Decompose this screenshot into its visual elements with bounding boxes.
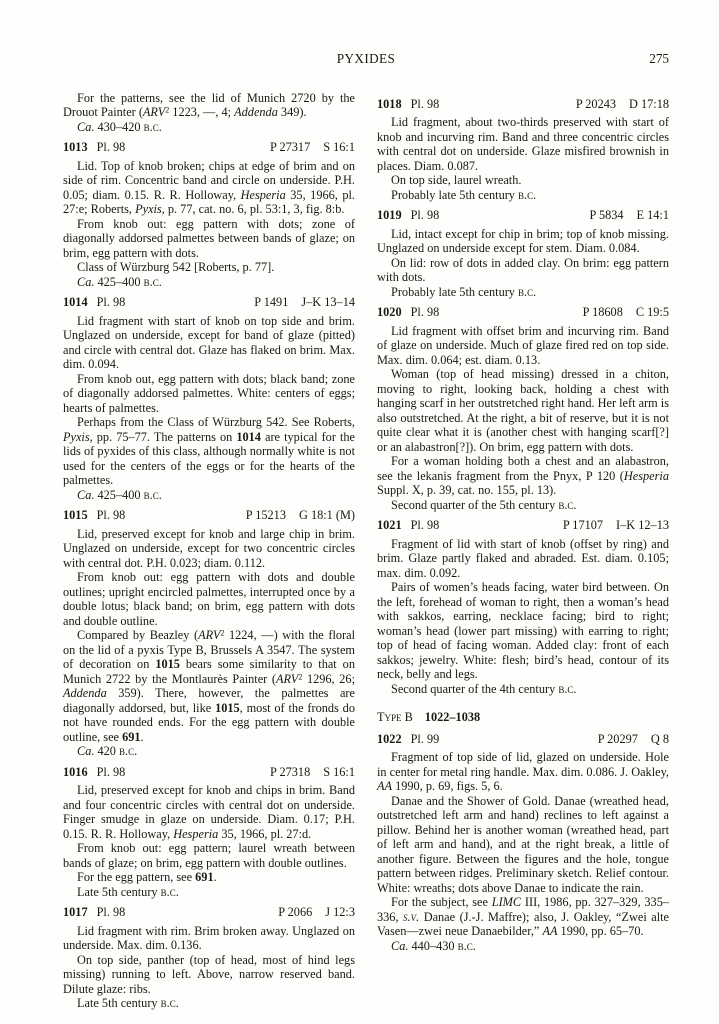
- entry-header-left: [377, 518, 439, 533]
- paragraph: On top side, panther (top of head, most of hind legs missing) running to left. Above, narrow reserved band. Dilute glaze: ribs.: [63, 952, 355, 996]
- paragraph: Fragment of top side of lid, glazed on underside. Hole in center for metal ring handle. Max. dim. 0.086. J. Oakley, AA 1990, p. 69, figs. 5, 6.: [377, 750, 669, 793]
- paragraph: Second quarter of the 4th century b.c.: [391, 681, 577, 696]
- paragraph: Ca. 420 b.c.: [77, 744, 138, 758]
- entry-number: 1014: [63, 295, 88, 309]
- entry-header: [63, 295, 355, 310]
- entry-header: [63, 140, 355, 155]
- section-heading: [377, 710, 669, 725]
- entry-grid-reference: D 17:18: [629, 96, 669, 111]
- entry-plate: Pl. 99: [410, 731, 440, 746]
- entry-header-right: [563, 518, 669, 533]
- entry-number: 1022: [377, 731, 402, 746]
- entry-number: 1021: [377, 518, 402, 532]
- paragraph: For the subject, see LIMC III, 1986, pp. 327–329, 335–336, s.v. Danae (J.-J. Maffre); also, J. Oakley, “Zwei alte Vasen—zwei neue Danaebilder,” AA 1990, pp. 65–70.: [377, 895, 669, 938]
- entry-inventory-number: P 20243: [575, 96, 617, 111]
- paragraph: Probably late 5th century b.c.: [391, 187, 537, 202]
- entry-number: 1020: [377, 305, 402, 319]
- entry-number: 1019: [377, 208, 402, 222]
- paragraph: Fragment of lid with start of knob (offset by ring) and brim. Glaze partly flaked and abraded. Est. diam. 0.105; max. dim. 0.092.: [377, 536, 669, 580]
- entry-header-right: [270, 765, 355, 780]
- entry-grid-reference: G 18:1 (M): [298, 508, 355, 522]
- paragraph: Ca. 425–400 b.c.: [77, 274, 162, 289]
- paragraph: Lid fragment with offset brim and incurving rim. Band of glaze on underside. Much of glaze fired red on top side. Max. dim. 0.064; est. diam. 0.13.: [377, 323, 669, 367]
- entry-plate: Pl. 98: [96, 508, 126, 522]
- entry-header-left: [377, 732, 439, 747]
- entry-grid-reference: S 16:1: [323, 764, 355, 779]
- entry-plate: Pl. 98: [96, 140, 126, 154]
- entry-header-left: [63, 140, 125, 155]
- entry-header: [63, 765, 355, 780]
- paragraph: From knob out, egg pattern with dots; black band; zone of diagonally addorsed palmettes. White: centers of eggs; hearts of palmettes.: [63, 371, 355, 415]
- entry-header-right: [254, 295, 355, 310]
- paragraph: From knob out: egg pattern; laurel wreath between bands of glaze; on brim, egg pattern with double outlines.: [63, 841, 355, 870]
- entry-plate: Pl. 98: [96, 764, 126, 779]
- entry-header-right: [576, 97, 669, 112]
- entry-header-right: [598, 732, 669, 747]
- section-range: 1022–1038: [424, 710, 481, 724]
- entry-header-right: [583, 305, 669, 320]
- paragraph: Danae and the Shower of Gold. Danae (wreathed head, outstretched left arm and hand) reclines to left against a pillow. Behind her is another woman (wreathed head, part of left arm and hand), and at the right break, a little of another figure. Between the figures and the hole, tongue pattern between ridges. Preliminary sketch. Relief contour. White: wreaths; dots above Danae to indicate the rain.: [377, 793, 669, 895]
- paragraph: Probably late 5th century b.c.: [391, 284, 537, 299]
- paragraph: For the patterns, see the lid of Munich 2720 by the Drouot Painter (ARV$^2$ 1223, —, 4; Addenda 349).: [63, 90, 355, 119]
- entry-header-right: [246, 508, 355, 523]
- entry-number: 1016: [63, 764, 88, 779]
- paragraph: On lid: row of dots in added clay. On brim: egg pattern with dots.: [377, 255, 669, 284]
- paragraph: Second quarter of the 5th century b.c.: [391, 497, 577, 512]
- entry-grid-reference: Q 8: [650, 731, 669, 746]
- paragraph: Lid fragment with rim. Brim broken away. Unglazed on underside. Max. dim. 0.136.: [63, 923, 355, 952]
- section-label: Type B: [377, 710, 413, 724]
- entry-plate: Pl. 98: [410, 208, 440, 222]
- paragraph: For the egg pattern, see 691.: [77, 870, 217, 884]
- entry-grid-reference: J–K 13–14: [301, 295, 355, 309]
- entry-number: 1015: [63, 508, 88, 522]
- entry-header: [377, 208, 669, 223]
- entry-inventory-number: P 18608: [582, 305, 623, 319]
- paragraph: Woman (top of head missing) dressed in a chiton, moving to right, looking back, holding a chest with hanging scarf in her outstretched right hand. Her left arm is also outstretched. At the right, a bit of reserve, but it is not quite clear what it is (another chest with hanging scarf[?] or an alabastron[?]). On brim, egg pattern with dots.: [377, 367, 669, 454]
- paragraph: Pairs of women’s heads facing, water bird between. On the left, forehead of woman to right, then a woman’s head with sakkos, earring, necklace facing; bird to right; woman’s head (lower part missing) with earring to right; top of head of facing woman. Added clay: front of each sakkos; jewelry. White: flesh; bird’s head, contour of its neck, belly and legs.: [377, 580, 669, 681]
- entry-header: [63, 905, 355, 920]
- entry-inventory-number: P 27318: [270, 764, 311, 779]
- entry-header-right: [270, 140, 355, 155]
- paragraph: For a woman holding both a chest and an alabastron, see the lekanis fragment from the Pnyx, P 120 (Hesperia Suppl. X, p. 39, cat. no. 155, pl. 13).: [377, 454, 669, 497]
- entry-inventory-number: P 1491: [254, 295, 289, 309]
- entry-header: [377, 732, 669, 747]
- page-number: 275: [649, 51, 669, 66]
- paragraph: Ca. 430–420 b.c.: [77, 119, 162, 134]
- entry-plate: Pl. 98: [96, 905, 126, 919]
- entry-header: [377, 305, 669, 320]
- entry-inventory-number: P 17107: [562, 518, 604, 532]
- entry-header-left: [63, 295, 125, 310]
- paragraph: Lid fragment with start of knob on top side and brim. Unglazed on underside, except for band of glaze (pitted) and circle with central dot. Glaze has flaked on brim. Max. dim. 0.094.: [63, 313, 355, 371]
- entry-header-right: [589, 208, 669, 223]
- entry-inventory-number: P 15213: [245, 508, 286, 522]
- entry-plate: Pl. 98: [410, 96, 440, 111]
- entry-header-left: [63, 765, 125, 780]
- entry-grid-reference: S 16:1: [323, 140, 355, 154]
- paragraph: Ca. 440–430 b.c.: [391, 938, 476, 953]
- paragraph: Lid fragment, about two-thirds preserved with start of knob and incurving rim. Band and three concentric circles with central dot on underside. Glaze misfired brownish in places. Diam. 0.087.: [377, 115, 669, 173]
- entry-plate: Pl. 98: [410, 518, 440, 532]
- entry-header-left: [377, 305, 439, 320]
- entry-number: 1017: [63, 905, 88, 919]
- entry-grid-reference: E 14:1: [636, 208, 669, 222]
- entry-header: [377, 518, 669, 533]
- running-head-title: PYXIDES: [336, 51, 396, 66]
- entry-inventory-number: P 20297: [597, 731, 638, 746]
- paragraph: Lid, intact except for chip in brim; top of knob missing. Unglazed on underside except for stem. Diam. 0.084.: [377, 226, 669, 255]
- paragraph: Lid, preserved except for knob and chips in brim. Band and four concentric circles with central dot on underside. Finger smudge in glaze on underside. Diam. 0.17; P.H. 0.15. R. R. Holloway, Hesperia 35, 1966, pl. 27:d.: [63, 783, 355, 841]
- entry-header-right: [278, 905, 355, 920]
- entry-plate: Pl. 98: [96, 295, 126, 309]
- entry-header-left: [63, 905, 125, 920]
- entry-inventory-number: P 5834: [589, 208, 624, 222]
- paragraph: Perhaps from the Class of Würzburg 542. See Roberts, Pyxis, pp. 75–77. The patterns on 1014 are typical for the lids of pyxides of this class, although normally white is not used for the centers of the eggs or for the hearts of the palmettes.: [63, 415, 356, 487]
- entry-header: [63, 508, 355, 523]
- entry-plate: Pl. 98: [410, 305, 440, 319]
- entry-grid-reference: J 12:3: [325, 905, 355, 919]
- paragraph: From knob out: egg pattern with dots and double outlines; upright encircled palmettes, interrupted once by a double lotus; black band; on brim, egg pattern with dots and double outline.: [63, 570, 355, 628]
- entry-header: [377, 97, 669, 112]
- paragraph: Lid, preserved except for knob and large chip in brim. Unglazed on underside, except for two concentric circles with central dot. P.H. 0.023; diam. 0.112.: [63, 526, 355, 570]
- entry-header-left: [377, 208, 439, 223]
- page-header: [63, 52, 669, 67]
- paragraph: From knob out: egg pattern with dots; zone of diagonally addorsed palmettes between bands of glaze; on brim, egg pattern with dots.: [63, 216, 355, 260]
- entry-number: 1013: [63, 140, 88, 154]
- entry-header-left: [377, 97, 439, 112]
- paragraph: Late 5th century b.c.: [77, 884, 179, 899]
- right-column: [377, 91, 669, 1011]
- paragraph: Lid. Top of knob broken; chips at edge of brim and on side of rim. Concentric band and circle on underside. P.H. 0.05; diam. 0.15. R. R. Holloway, Hesperia 35, 1966, pl. 27:e; Roberts, Pyxis, p. 77, cat. no. 6, pl. 53:1, 3, fig. 8:b.: [63, 158, 355, 216]
- entry-grid-reference: C 19:5: [635, 305, 669, 319]
- entry-grid-reference: I–K 12–13: [616, 518, 669, 532]
- paragraph: Late 5th century b.c.: [77, 996, 179, 1010]
- paragraph: Compared by Beazley (ARV$^2$ 1224, —) with the floral on the lid of a pyxis Type B, Brussels A 3547. The system of decoration on 1015 bears some similarity to that on Munich 2722 by the Montlaurès Painter (ARV$^2$ 1296, 26; Addenda 359). There, however, the palmettes are diagonally addorsed, but, like 1015, most of the fronds do not have rounded ends. For the egg pattern with double outline, see 691.: [63, 628, 356, 744]
- entry-inventory-number: P 2066: [278, 905, 313, 919]
- paragraph: Ca. 425–400 b.c.: [77, 487, 162, 502]
- left-column: [63, 91, 355, 1011]
- entry-inventory-number: P 27317: [270, 140, 311, 154]
- text-columns: [63, 91, 669, 1011]
- entry-header-left: [63, 508, 125, 523]
- paragraph: On top side, laurel wreath.: [391, 173, 522, 187]
- paragraph: Class of Würzburg 542 [Roberts, p. 77].: [77, 260, 275, 274]
- entry-number: 1018: [377, 96, 402, 111]
